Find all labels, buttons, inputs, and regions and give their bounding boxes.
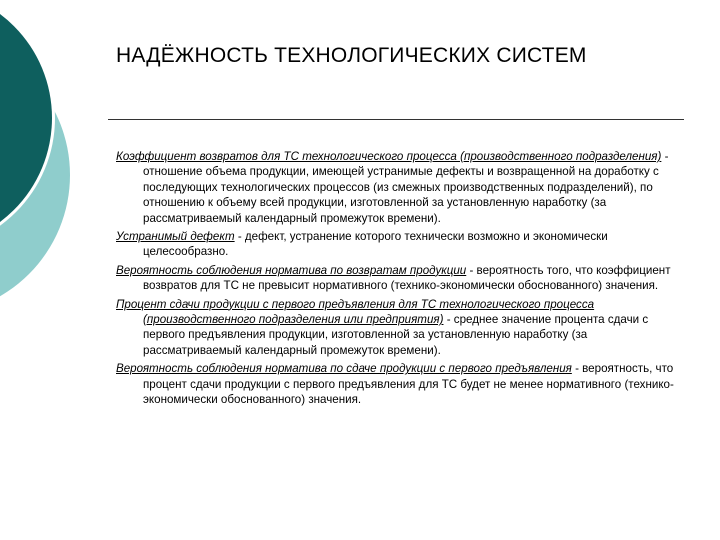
definition-term: Устранимый дефект xyxy=(116,230,235,244)
definition-item xyxy=(116,149,686,226)
slide-title: НАДЁЖНОСТЬ ТЕХНОЛОГИЧЕСКИХ СИСТЕМ xyxy=(116,44,587,67)
definition-term: Вероятность соблюдения норматива по сдаче продукции с первого предъявления xyxy=(116,362,572,376)
definition-term: Коэффициент возвратов для ТС технологического процесса (производственного подразделения) xyxy=(116,150,662,163)
decorative-circles xyxy=(0,0,110,300)
definition-text: - среднее значение процента сдачи с первого предъявления продукции, изготовленной за установленную наработку (за рассматриваемый календарный промежуток времени). xyxy=(143,313,649,357)
definitions-list xyxy=(116,149,686,411)
definition-item xyxy=(116,263,686,294)
title-divider xyxy=(108,119,684,120)
definition-item xyxy=(116,297,686,359)
definition-text: - дефект, устранение которого технически возможно и экономически целесообразно. xyxy=(143,230,608,259)
definition-item xyxy=(116,229,686,260)
definition-text: - отношение объема продукции, имеющей устранимые дефекты и возвращенной на доработку с последующих технологических процессов (из смежных производственных подразделений), по отношению к объему всей продукции, изготовленной за установленную наработку (за рассматриваемый календарный промежуток времени). xyxy=(143,150,669,225)
definition-item xyxy=(116,361,686,407)
definition-text: - вероятность того, что коэффициент возвратов для ТС не превысит нормативного (технико-экономически обоснованного) значения. xyxy=(143,263,671,293)
definition-term: Вероятность соблюдения норматива по возвратам продукции xyxy=(116,263,467,277)
definition-text: - вероятность, что процент сдачи продукции с первого предъявления для ТС будет не менее нормативного (технико-экономически обоснованного) значения. xyxy=(143,362,674,407)
definition-term: Процент сдачи продукции с первого предъявления для ТС технологического процесса (производственного подразделения или предприятия) xyxy=(116,297,595,327)
